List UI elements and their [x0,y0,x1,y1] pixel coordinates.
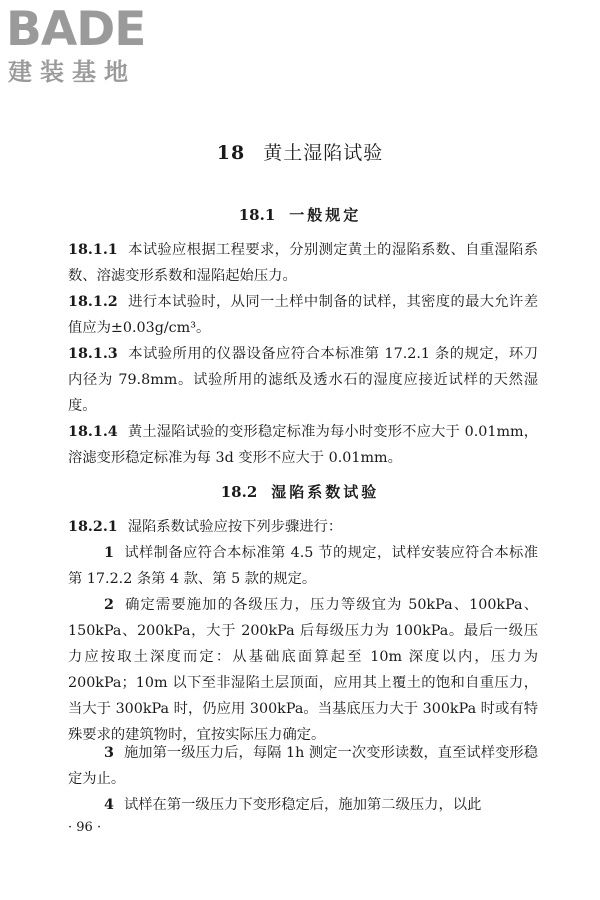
clause-number: 18.1.3 [68,346,118,362]
section-title: 湿陷系数试验 [271,483,380,501]
clause-text: 湿陷系数试验应按下列步骤进行： [127,519,343,535]
section-title: 一般规定 [289,206,362,224]
chapter-title [0,141,600,165]
clause-text: 本试验应根据工程要求，分别测定黄土的湿陷系数、自重湿陷系数、溶滤变形系数和湿陷起始压力。 [68,242,538,284]
section-heading-18-1 [0,205,600,225]
clause-number: 18.1.1 [68,242,118,258]
clause-text: 本试验所用的仪器设备应符合本标准第 17.2.1 条的规定，环刀内径为 79.8mm。试验所用的滤纸及透水石的湿度应接近试样的天然湿度。 [68,346,538,414]
step-item-2 [68,592,538,748]
step-item-3 [68,740,538,792]
section-number: 18.1 [238,206,276,224]
step-text: 试样在第一级压力下变形稳定后，施加第二级压力，以此 [123,797,482,813]
logo-subtitle: 建装基地 [8,58,136,86]
clause-18-1-1 [68,237,538,289]
clause-number: 18.1.4 [68,424,118,440]
clause-18-1-3 [68,341,538,419]
section-number: 18.2 [220,483,258,501]
step-number: 1 [104,545,114,561]
step-item-4 [68,792,538,818]
clause-18-1-4 [68,419,538,471]
section-heading-18-2 [0,482,600,502]
clause-text: 黄土湿陷试验的变形稳定标准为每小时变形不应大于 0.01mm，溶滤变形稳定标准为每 3d 变形不应大于 0.01mm。 [68,424,538,466]
clause-number: 18.2.1 [68,519,118,535]
step-text: 确定需要施加的各级压力，压力等级宜为 50kPa、100kPa、150kPa、200kPa，大于 200kPa 后每级压力为 100kPa。最后一级压力应按取土深度而定：从基础底面算起至 10m 深度以内，压力为 200kPa；10m 以下至非湿陷土层顶面，应用其上覆土的饱和自重压力，当大于 300kPa 时，仍应用 300kPa。当基底压力大于 300kPa 时或有特殊要求的建筑物时，宜按实际压力确定。 [68,597,538,743]
clause-number: 18.1.2 [68,294,118,310]
chapter-number: 18 [216,142,246,164]
page-number: · 96 · [68,820,102,835]
step-text: 施加第一级压力后，每隔 1h 测定一次变形读数，直至试样变形稳定为止。 [68,745,538,787]
step-number: 4 [104,797,114,813]
step-text: 试样制备应符合本标准第 4.5 节的规定，试样安装应符合本标准第 17.2.2 条第 4 款、第 5 款的规定。 [68,545,538,587]
logo-brand: BADE [6,2,146,57]
clause-text: 进行本试验时，从同一土样中制备的试样，其密度的最大允许差值应为±0.03g/cm³。 [68,294,538,336]
step-item-1 [68,540,538,592]
clause-18-2-1 [68,514,538,540]
chapter-title-text: 黄土湿陷试验 [263,142,384,164]
bade-logo [6,4,176,88]
clause-18-1-2 [68,289,538,341]
step-number: 2 [104,597,114,613]
step-number: 3 [104,745,114,761]
